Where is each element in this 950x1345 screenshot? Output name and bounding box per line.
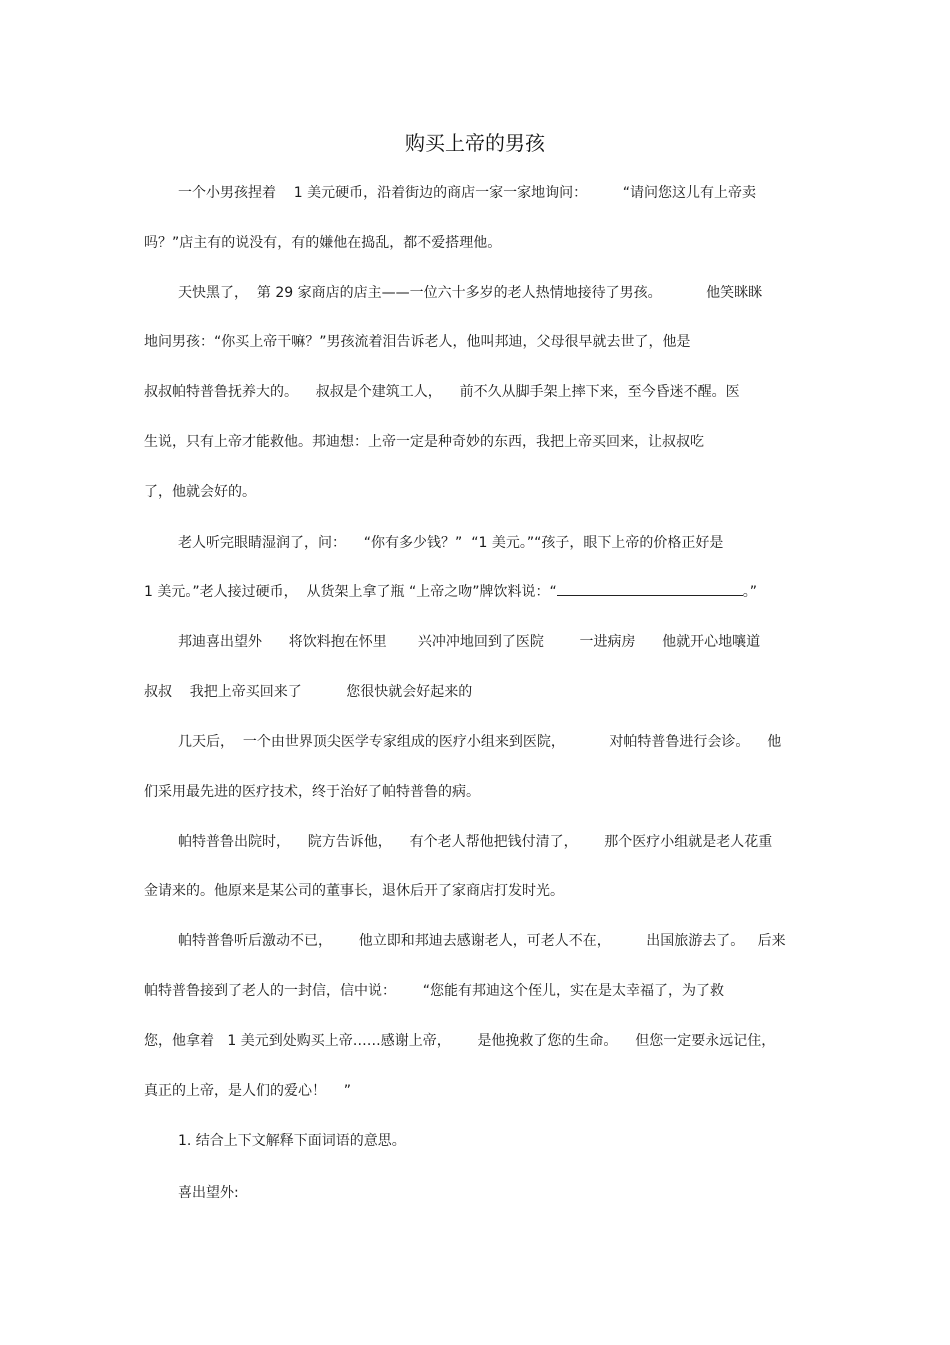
text-line: 金请来的。他原来是某公司的董事长，退休后开了家商店打发时光。 bbox=[144, 883, 564, 899]
text-line: 一个小男孩捏着 1 美元硬币，沿着街边的商店一家一家地询问： “请问您这儿有上帝卖 bbox=[178, 185, 757, 201]
text-line: 老人听完眼睛湿润了，问： “你有多少钱？” “1 美元。”“孩子，眼下上帝的价格正好是 bbox=[178, 535, 724, 551]
text-line: 几天后， 一个由世界顶尖医学专家组成的医疗小组来到医院， 对帕特普鲁进行会诊。 他 bbox=[178, 734, 782, 750]
question-term: 喜出望外: bbox=[178, 1185, 239, 1201]
text-line: 您，他拿着 1 美元到处购买上帝……感谢上帝， 是他挽救了您的生命。 但您一定要永远记住， bbox=[144, 1033, 776, 1049]
text-line: 了，他就会好的。 bbox=[144, 484, 256, 500]
page-title: 购买上帝的男孩 bbox=[405, 131, 545, 155]
fill-in-blank[interactable] bbox=[557, 582, 743, 596]
text-line: 叔叔帕特普鲁抚养大的。 叔叔是个建筑工人， 前不久从脚手架上摔下来，至今昏迷不醒。医 bbox=[144, 384, 740, 400]
text-line: 帕特普鲁听后激动不已， 他立即和邦迪去感谢老人，可老人不在， 出国旅游去了。 后来 bbox=[178, 933, 786, 949]
text-line: 帕特普鲁出院时， 院方告诉他， 有个老人帮他把钱付清了， 那个医疗小组就是老人花重 bbox=[178, 834, 773, 850]
text-line: 帕特普鲁接到了老人的一封信，信中说： “您能有邦迪这个侄儿，实在是太幸福了，为了救 bbox=[144, 983, 724, 999]
text-line: 吗？”店主有的说没有，有的嫌他在捣乱，都不爱搭理他。 bbox=[144, 235, 502, 251]
text-line: 邦迪喜出望外 将饮料抱在怀里 兴冲冲地回到了医院 一进病房 他就开心地嚷道 bbox=[178, 634, 761, 650]
text-line: 地问男孩：“你买上帝干嘛？”男孩流着泪告诉老人，他叫邦迪，父母很早就去世了，他是 bbox=[144, 334, 691, 350]
question: 1. 结合上下文解释下面词语的意思。 bbox=[178, 1133, 406, 1149]
text-line: 真正的上帝，是人们的爱心！ ” bbox=[144, 1083, 352, 1099]
text-line: 天快黑了， 第 29 家商店的店主——一位六十多岁的老人热情地接待了男孩。 他笑眯眯 bbox=[178, 285, 763, 301]
text-line: 叔叔 我把上帝买回来了 您很快就会好起来的 bbox=[144, 684, 473, 700]
text-line: 生说，只有上帝才能救他。邦迪想：上帝一定是种奇妙的东西，我把上帝买回来，让叔叔吃 bbox=[144, 434, 704, 450]
text-line-with-blank bbox=[144, 582, 757, 602]
text-segment: 。” bbox=[742, 584, 757, 600]
text-segment: 1 美元。”老人接过硬币， 从货架上拿了瓶 “上帝之吻”牌饮料说：“ bbox=[144, 584, 557, 600]
text-line: 们采用最先进的医疗技术，终于治好了帕特普鲁的病。 bbox=[144, 784, 480, 800]
